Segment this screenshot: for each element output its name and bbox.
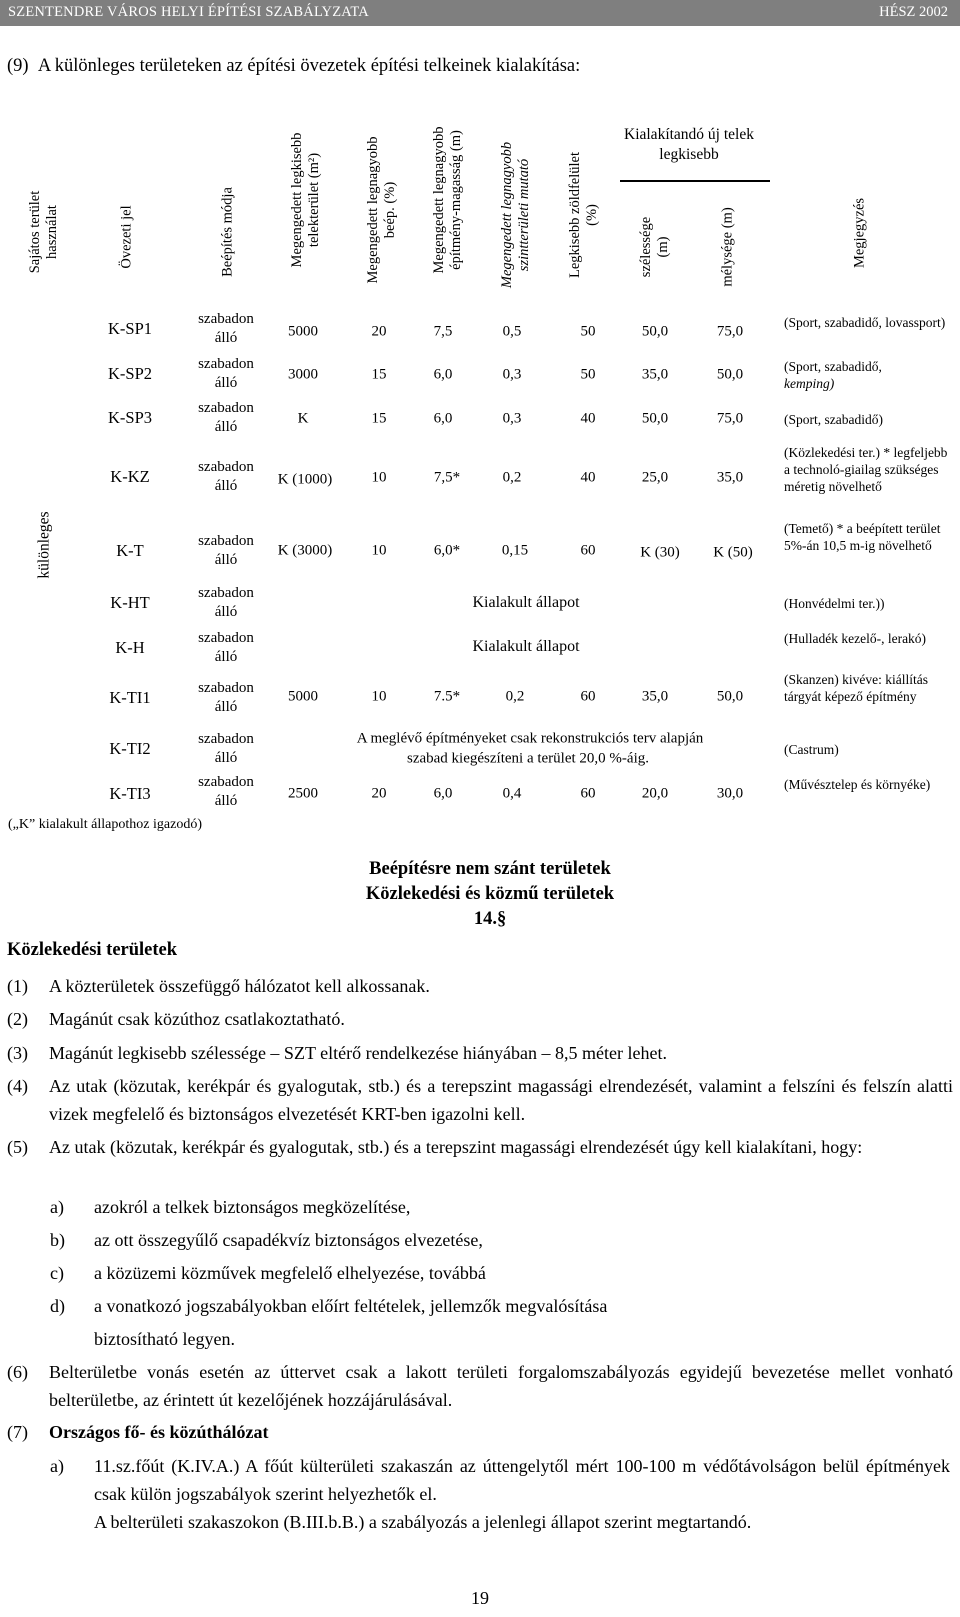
max-cover-value: 20 [371,785,387,802]
depth-value: 35,0 [716,469,744,486]
min-lot-value: 2500 [288,785,318,802]
width-value: 50,0 [641,323,669,340]
min-green-value: 60 [580,542,596,559]
zone-code: K-TI1 [109,688,151,707]
paragraph-number: (2) [7,1009,28,1029]
header-remarks: Megjegyzés [851,197,868,269]
paragraph-number: (6) [7,1362,28,1382]
floor-ratio-value: 0,15 [501,542,529,559]
header-zone-code: Övezeti jel [118,205,135,269]
max-cover-value: 15 [371,366,387,383]
paragraph-text: Az utak (közutak, kerékpár és gyalogutak, stb.) és a terepszint magassági elrendezését, valamint a felszíni és felszín alatti vizek megfelelő és biztonságos elvezetését KRT-ben igazolni kell. [49,1076,953,1124]
min-green-value: 50 [580,323,596,340]
paragraph-number: (4) [7,1076,28,1096]
floor-ratio-value: 0,3 [502,366,522,383]
width-value: 20,0 [641,785,669,802]
header-new-lot-group: Kialakítandó új telek legkisebb [624,126,754,163]
zone-code: K-H [115,638,145,657]
max-cover-value: 10 [371,688,387,705]
header-min-green: Legkisebb zöldfelület (%) [567,151,600,279]
paragraph-number: (1) [7,976,28,996]
table-footnote: („K” kialakult állapothoz igazodó) [8,817,202,832]
zone-code: K-SP3 [107,408,152,427]
list-item-marker: a) [50,1456,64,1476]
zone-code: K-TI2 [109,739,151,758]
remark-text: (Művésztelep és környéke) [784,777,931,792]
header-divider [620,180,770,182]
paragraph-number: (5) [7,1137,28,1157]
section-9-title [7,56,580,77]
zone-code: K-SP2 [107,364,152,383]
max-cover-value: 10 [371,542,387,559]
list-item-text: azokról a telkek biztonságos megközelítése, [94,1197,411,1217]
min-lot-value: K (3000) [277,542,333,559]
header-code: HÉSZ 2002 [879,4,948,20]
building-mode: szabadon álló [198,585,254,620]
remark-italic: kemping) [784,376,835,391]
header-land-use: Sajátos terület használat [27,190,60,274]
paragraph [7,1133,953,1161]
remark-text: (Castrum) [784,742,839,757]
paragraph-heading: Országos fő- és közúthálózat [49,1422,269,1442]
land-use-value: különleges [35,511,53,579]
header-depth: mélysége (m) [719,207,736,287]
paragraph-text: Magánút csak közúthoz csatlakoztatható. [49,1009,345,1029]
list-item-text: 11.sz.főút (K.IV.A.) A főút külterületi szakaszán az úttengelytől mért 100-100 m védőtávolságon belül építmények csak külön jogszabályok szerint helyezhetők el. [94,1456,950,1504]
paragraph-number: (3) [7,1043,28,1063]
remark-text: (Skanzen) kivéve: kiállítás tárgyát képező építmény [784,672,928,704]
max-height-value: 6,0* [433,542,461,559]
remark-text: (Hulladék kezelő-, lerakó) [784,631,927,646]
section-heading [0,857,960,932]
paragraph [7,1005,953,1033]
paragraph [7,1072,953,1128]
list-item [50,1259,950,1287]
zone-code: K-HT [110,593,150,612]
list-item-text: az ott összegyűlő csapadékvíz biztonságos elvezetése, [94,1230,483,1250]
section-9-text: A különleges területeken az építési övezetek építési telkeinek kialakítása: [37,56,581,76]
header-max-height: Megengedett legnagyobb építmény-magasság (m) [431,126,464,274]
header-building-mode: Beépítés módja [219,187,236,277]
zone-code: K-KZ [110,467,150,486]
paragraph [7,1039,953,1067]
header-floor-ratio: Megengedett legnagyobb szintterületi mutató [499,141,532,289]
min-green-value: 40 [580,410,596,427]
list-item-marker: c) [50,1263,64,1283]
header-min-lot: Megengedett legkisebb telekterület (m²) [289,132,322,268]
width-value: 50,0 [641,410,669,427]
max-cover-value: 10 [371,469,387,486]
depth-value: 75,0 [716,323,744,340]
heading-line-1: Beépítésre nem szánt területek [369,859,611,879]
width-value: 35,0 [641,688,669,705]
floor-ratio-value: 0,3 [502,410,522,427]
remark-line: (Sport, szabadidő, [784,359,882,374]
subheading: Közlekedési területek [7,940,178,960]
building-mode: szabadon álló [198,311,254,346]
span-text: Kialakult állapot [472,638,580,655]
paragraph [7,972,953,1000]
list-item-continuation [50,1325,950,1353]
max-height-value: 7,5* [433,469,461,486]
list-item [50,1226,950,1254]
remark-text: (Közlekedési ter.) * legfeljebb a technoló-giailag szükséges méretig növelhető [784,445,948,494]
min-green-value: 60 [580,688,596,705]
min-green-value: 60 [580,785,596,802]
header-title: SZENTENDRE VÁROS HELYI ÉPÍTÉSI SZABÁLYZATA [8,4,369,20]
building-mode: szabadon álló [198,459,254,494]
section-9-number: (9) [7,56,29,76]
building-mode: szabadon álló [198,356,254,391]
floor-ratio-value: 0,2 [502,469,522,486]
building-mode: szabadon álló [198,680,254,715]
running-header [0,0,960,26]
remark-text: (Sport, szabadidő, lovassport) [784,315,946,330]
max-cover-value: 20 [371,323,387,340]
floor-ratio-value: 0,2 [505,688,525,705]
min-lot-value: 3000 [288,366,318,383]
list-item [50,1193,950,1221]
paragraph-text: Belterületbe vonás esetén az úttervet csak a lakott területi forgalomszabályozás egyidejű bevezetése mellet vonható belterületbe, az érintett út kezelőjének hozzájárulásával. [49,1362,953,1410]
building-mode: szabadon álló [198,731,254,766]
width-value: 25,0 [641,469,669,486]
span-text: Kialakult állapot [472,594,580,611]
width-value: 35,0 [641,366,669,383]
header-width: szélessége (m) [638,216,671,278]
depth-value: 50,0 [716,688,744,705]
width-value: K (30) [640,544,680,561]
max-height-value: 7,5 [433,323,453,340]
building-mode: szabadon álló [198,630,254,665]
min-lot-value: K [297,410,309,427]
depth-value: 50,0 [716,366,744,383]
header-max-cover: Megengedett legnagyobb beép. (%) [365,136,398,284]
floor-ratio-value: 0,4 [502,785,522,802]
paragraph-number: (7) [7,1422,28,1442]
paragraph-text: A közterületek összefüggő hálózatot kell alkossanak. [49,976,430,996]
depth-value: 75,0 [716,410,744,427]
max-height-value: 6,0 [433,785,453,802]
max-cover-value: 15 [371,410,387,427]
page-number: 19 [471,1588,489,1608]
depth-value: 30,0 [716,785,744,802]
min-lot-value: 5000 [288,688,318,705]
paragraph-text: Az utak (közutak, kerékpár és gyalogutak, stb.) és a terepszint magassági elrendezését úgy kell kialakítani, hogy: [49,1137,863,1157]
list-item-text-2: A belterületi szakaszokon (B.III.b.B.) a szabályozás a jelenlegi állapot szerint megtartandó. [94,1512,752,1532]
paragraph [7,1418,953,1446]
remark-text: (Sport, szabadidő) [784,412,883,427]
list-item-marker: a) [50,1197,64,1217]
list-item-marker: b) [50,1230,65,1250]
remark-text: (Honvédelmi ter.)) [784,596,885,611]
remark-text: (Temető) * a beépített terület 5%-án 10,5 m-ig növelhető [784,521,941,553]
span-text-line2: szabad kiegészíteni a terület 20,0 %-áig. [407,750,649,767]
building-mode: szabadon álló [198,533,254,568]
zone-code: K-SP1 [107,319,152,338]
list-item [50,1452,950,1536]
list-item-text: biztosítható legyen. [94,1329,235,1349]
list-item-marker: d) [50,1296,65,1316]
span-text-line1: A meglévő építményeket csak rekonstrukciós terv alapján [356,730,704,747]
remark-text [784,358,954,392]
list-item-text: a vonatkozó jogszabályokban előírt feltételek, jellemzők megvalósítása [94,1296,608,1316]
min-green-value: 40 [580,469,596,486]
building-mode: szabadon álló [198,774,254,809]
zone-code: K-T [116,541,144,560]
min-lot-value: 5000 [288,323,318,340]
heading-line-2: Közlekedési és közmű területek [365,884,615,904]
building-mode: szabadon álló [198,400,254,435]
min-green-value: 50 [580,366,596,383]
list-item-text: a közüzemi közművek megfelelő elhelyezése, továbbá [94,1263,486,1283]
zone-code: K-TI3 [109,784,151,803]
list-item [50,1292,950,1320]
max-height-value: 6,0 [433,366,453,383]
paragraph [7,1358,953,1414]
max-height-value: 6,0 [433,410,453,427]
max-height-value: 7.5* [433,688,461,705]
paragraph-text: Magánút legkisebb szélessége – SZT eltérő rendelkezése hiányában – 8,5 méter lehet. [49,1043,667,1063]
min-lot-value: K (1000) [277,471,333,488]
heading-paragraph-number: 14.§ [473,909,507,929]
depth-value: K (50) [713,544,753,561]
floor-ratio-value: 0,5 [502,323,522,340]
